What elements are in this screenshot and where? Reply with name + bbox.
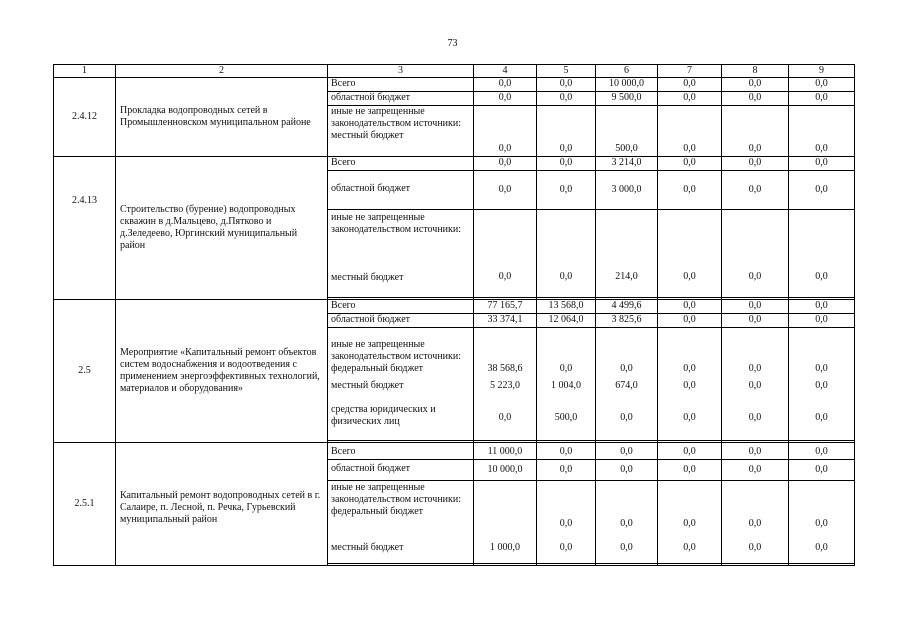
table-row xyxy=(54,78,855,92)
value-cell: 0,0 xyxy=(789,534,855,563)
value-cell: 0,0 xyxy=(474,396,537,440)
section-name: Строительство (бурение) водопроводных скважин в д.Мальцево, д.Пятково и д.Зеледеево, Юргинский муниципальный район xyxy=(116,156,328,299)
value-cell: 0,0 xyxy=(537,459,596,480)
value-cell: 0,0 xyxy=(537,327,596,376)
funding-source: областной бюджет xyxy=(328,92,474,106)
funding-source-label: иные не запрещенные законодательством источники: xyxy=(331,339,462,362)
value-cell: 0,0 xyxy=(537,209,596,297)
value-cell: 0,0 xyxy=(474,156,537,170)
funding-source-label: федеральный бюджет xyxy=(331,505,424,517)
value-cell: 0,0 xyxy=(658,299,722,313)
funding-source: областной бюджет xyxy=(328,313,474,327)
value-cell: 0,0 xyxy=(658,396,722,440)
value-cell: 0,0 xyxy=(658,92,722,106)
value-cell: 674,0 xyxy=(596,376,658,396)
value-cell: 0,0 xyxy=(789,376,855,396)
value-cell: 0,0 xyxy=(537,92,596,106)
value-cell: 0,0 xyxy=(474,209,537,297)
funding-source xyxy=(328,106,474,155)
table-row xyxy=(54,299,855,313)
spacer-cell xyxy=(474,563,537,565)
funding-source: местный бюджет xyxy=(328,534,474,563)
value-cell: 0,0 xyxy=(596,459,658,480)
value-cell: 500,0 xyxy=(537,396,596,440)
funding-source: Всего xyxy=(328,299,474,313)
value-cell: 0,0 xyxy=(658,442,722,459)
value-cell: 0,0 xyxy=(474,170,537,209)
value-cell: 0,0 xyxy=(722,78,789,92)
spacer-cell xyxy=(596,563,658,565)
value-cell: 0,0 xyxy=(722,299,789,313)
table-row xyxy=(54,442,855,459)
funding-source: средства юридических и физических лиц xyxy=(328,396,474,440)
value-cell: 0,0 xyxy=(789,299,855,313)
value-cell: 0,0 xyxy=(722,459,789,480)
spacer-cell xyxy=(537,563,596,565)
spacer-cell xyxy=(722,563,789,565)
section-name: Капитальный ремонт водопроводных сетей в г. Салаире, п. Лесной, п. Речка, Гурьевский муниципальный район xyxy=(116,442,328,565)
funding-source xyxy=(328,327,474,376)
funding-source xyxy=(328,480,474,534)
value-cell: 5 223,0 xyxy=(474,376,537,396)
value-cell: 0,0 xyxy=(722,534,789,563)
value-cell: 0,0 xyxy=(722,106,789,157)
value-cell: 1 004,0 xyxy=(537,376,596,396)
value-cell: 0,0 xyxy=(474,92,537,106)
header-cell: 6 xyxy=(596,65,658,78)
funding-source xyxy=(328,209,474,297)
spacer-cell xyxy=(658,563,722,565)
spacer-cell xyxy=(328,563,474,565)
header-cell: 8 xyxy=(722,65,789,78)
value-cell: 0,0 xyxy=(658,78,722,92)
section-name: Мероприятие «Капитальный ремонт объектов систем водоснабжения и водоотведения с применением энергоэффективных технологий, материалов и оборудования» xyxy=(116,299,328,442)
value-cell: 1 000,0 xyxy=(474,534,537,563)
budget-table xyxy=(53,64,855,566)
value-cell: 0,0 xyxy=(658,376,722,396)
funding-source-label: иные не запрещенные законодательством источники: xyxy=(331,211,462,235)
value-cell: 0,0 xyxy=(537,78,596,92)
value-cell: 0,0 xyxy=(596,442,658,459)
value-cell: 12 064,0 xyxy=(537,313,596,327)
value-cell: 4 499,6 xyxy=(596,299,658,313)
value-cell: 0,0 xyxy=(658,156,722,170)
value-cell: 33 374,1 xyxy=(474,313,537,327)
value-cell: 11 000,0 xyxy=(474,442,537,459)
value-cell: 0,0 xyxy=(722,442,789,459)
value-cell: 0,0 xyxy=(658,534,722,563)
section-name: Прокладка водопроводных сетей в Промышленновском муниципальном районе xyxy=(116,78,328,157)
header-cell: 4 xyxy=(474,65,537,78)
value-cell: 13 568,0 xyxy=(537,299,596,313)
header-cell: 7 xyxy=(658,65,722,78)
funding-source-label: федеральный бюджет xyxy=(331,363,424,374)
value-cell: 0,0 xyxy=(596,327,658,376)
value-cell: 0,0 xyxy=(658,459,722,480)
section-code: 2.5.1 xyxy=(54,442,116,565)
value-cell: 0,0 xyxy=(722,376,789,396)
value-cell: 0,0 xyxy=(789,156,855,170)
value-cell: 0,0 xyxy=(789,480,855,534)
value-cell: 0,0 xyxy=(722,396,789,440)
section-code: 2.5 xyxy=(54,299,116,442)
value-cell: 0,0 xyxy=(474,78,537,92)
page-number: 73 xyxy=(447,38,458,49)
header-cell: 1 xyxy=(54,65,116,78)
value-cell: 0,0 xyxy=(722,170,789,209)
value-cell: 0,0 xyxy=(789,209,855,297)
value-cell: 0,0 xyxy=(789,78,855,92)
value-cell: 0,0 xyxy=(789,442,855,459)
value-cell: 0,0 xyxy=(537,106,596,157)
value-cell: 0,0 xyxy=(596,396,658,440)
value-cell: 9 500,0 xyxy=(596,92,658,106)
value-cell: 0,0 xyxy=(789,170,855,209)
value-cell: 3 825,6 xyxy=(596,313,658,327)
value-cell: 0,0 xyxy=(789,106,855,157)
value-cell: 38 568,6 xyxy=(474,327,537,376)
value-cell: 0,0 xyxy=(789,313,855,327)
value-cell: 0,0 xyxy=(722,92,789,106)
funding-source-label: иные не запрещенные законодательством источники: xyxy=(331,106,462,129)
value-cell: 0,0 xyxy=(789,396,855,440)
header-row xyxy=(54,65,855,78)
value-cell: 0,0 xyxy=(658,313,722,327)
header-cell: 3 xyxy=(328,65,474,78)
value-cell: 0,0 xyxy=(596,534,658,563)
value-cell: 0,0 xyxy=(537,442,596,459)
table-row xyxy=(54,156,855,170)
value-cell: 10 000,0 xyxy=(474,459,537,480)
value-cell: 0,0 xyxy=(658,327,722,376)
funding-source: Всего xyxy=(328,156,474,170)
funding-source-label: иные не запрещенные законодательством источники: xyxy=(331,481,462,505)
header-cell: 5 xyxy=(537,65,596,78)
value-cell: 500,0 xyxy=(596,106,658,157)
section-code: 2.4.13 xyxy=(54,156,116,299)
section-code: 2.4.12 xyxy=(54,78,116,157)
value-cell: 0,0 xyxy=(789,92,855,106)
value-cell: 0,0 xyxy=(722,313,789,327)
value-cell: 3 214,0 xyxy=(596,156,658,170)
value-cell: 0,0 xyxy=(537,534,596,563)
value-cell: 0,0 xyxy=(537,170,596,209)
spacer-cell xyxy=(789,563,855,565)
funding-source-label: местный бюджет xyxy=(331,271,404,283)
value-cell: 0,0 xyxy=(722,480,789,534)
value-cell: 0,0 xyxy=(658,480,722,534)
value-cell: 0,0 xyxy=(789,459,855,480)
value-cell: 0,0 xyxy=(722,156,789,170)
funding-source-label: местный бюджет xyxy=(331,130,404,141)
funding-source: областной бюджет xyxy=(328,459,474,480)
header-cell: 9 xyxy=(789,65,855,78)
value-cell: 0,0 xyxy=(658,106,722,157)
value-cell: 214,0 xyxy=(596,209,658,297)
value-cell: 0,0 xyxy=(658,209,722,297)
value-cell xyxy=(474,480,537,534)
funding-source: Всего xyxy=(328,78,474,92)
value-cell: 0,0 xyxy=(537,480,596,534)
value-cell: 77 165,7 xyxy=(474,299,537,313)
value-cell: 3 000,0 xyxy=(596,170,658,209)
funding-source: местный бюджет xyxy=(328,376,474,396)
value-cell: 0,0 xyxy=(474,106,537,157)
value-cell: 0,0 xyxy=(789,327,855,376)
funding-source: областной бюджет xyxy=(328,170,474,209)
value-cell: 0,0 xyxy=(658,170,722,209)
value-cell: 0,0 xyxy=(596,480,658,534)
value-cell: 10 000,0 xyxy=(596,78,658,92)
header-cell: 2 xyxy=(116,65,328,78)
value-cell: 0,0 xyxy=(722,327,789,376)
value-cell: 0,0 xyxy=(537,156,596,170)
value-cell: 0,0 xyxy=(722,209,789,297)
funding-source: Всего xyxy=(328,442,474,459)
